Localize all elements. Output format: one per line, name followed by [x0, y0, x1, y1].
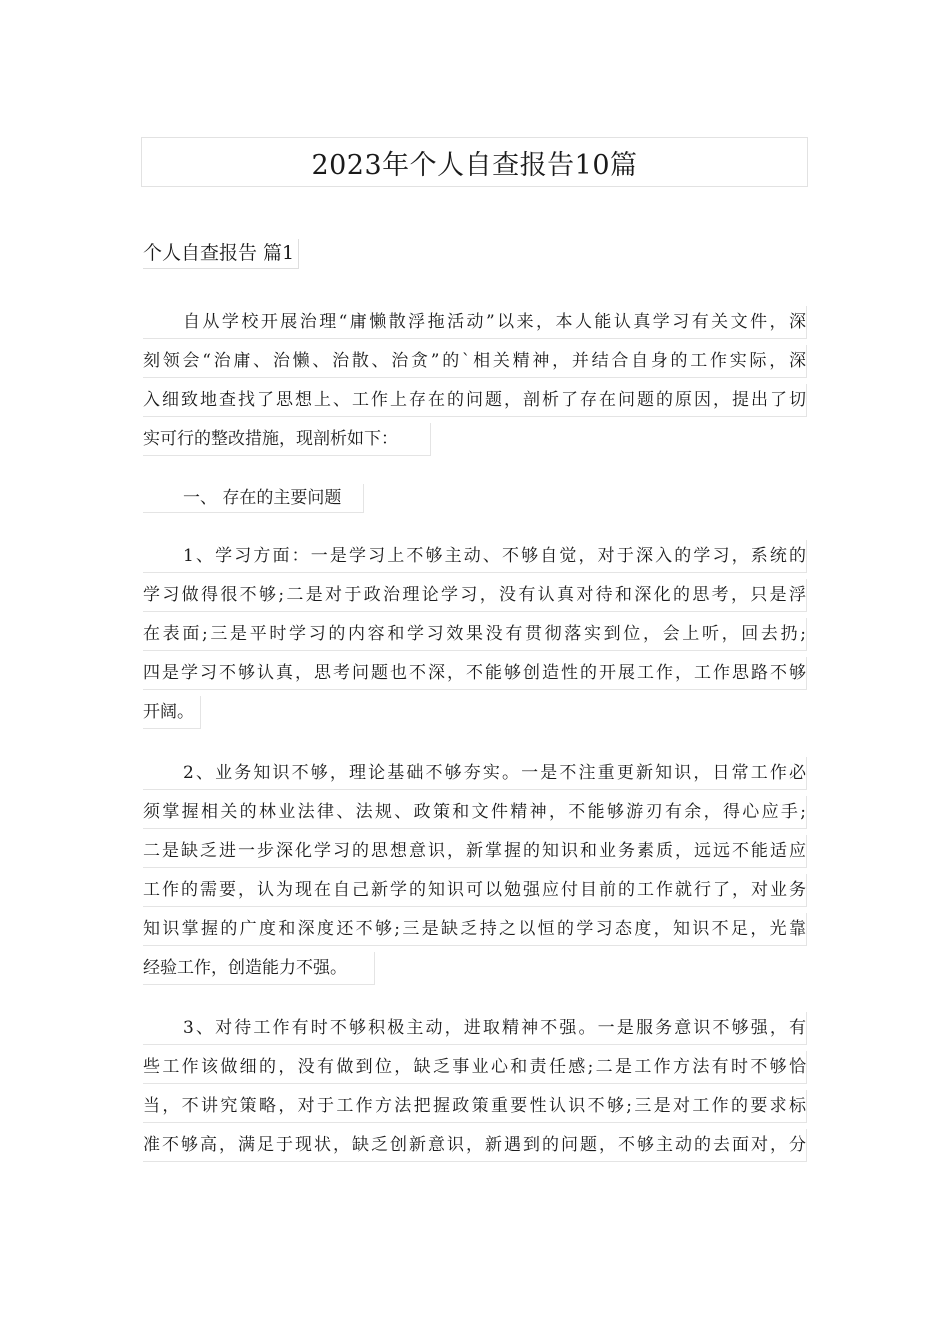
- item-1-paragraph: [143, 540, 807, 733]
- item-2-paragraph: [143, 757, 807, 989]
- section-heading: 个人自查报告 篇1: [143, 239, 299, 269]
- item-2-line: 经验工作，创造能力不强。: [143, 952, 375, 985]
- intro-line: 刻领会“治庸、治懒、治散、治贪”的`相关精神，并结合自身的工作实际，深: [143, 345, 807, 378]
- item-3-line: 当，不讲究策略，对于工作方法把握政策重要性认识不够;三是对工作的要求标: [143, 1090, 807, 1123]
- item-3-line: 3、对待工作有时不够积极主动，进取精神不强。一是服务意识不够强，有: [143, 1012, 807, 1045]
- item-1-line: 开阔。: [143, 696, 201, 729]
- item-3-line: 些工作该做细的，没有做到位，缺乏事业心和责任感;二是工作方法有时不够恰: [143, 1051, 807, 1084]
- item-2-line: 2、业务知识不够，理论基础不够夯实。一是不注重更新知识，日常工作必: [143, 757, 807, 790]
- item-1-line: 1、学习方面：一是学习上不够主动、不够自觉，对于深入的学习，系统的: [143, 540, 807, 573]
- item-2-line: 二是缺乏进一步深化学习的思想意识，新掌握的知识和业务素质，远远不能适应: [143, 835, 807, 868]
- subheading-main-problems: 一、 存在的主要问题: [143, 484, 364, 513]
- intro-line: 实可行的整改措施，现剖析如下：: [143, 423, 431, 456]
- item-2-line: 须掌握相关的林业法律、法规、政策和文件精神，不能够游刃有余，得心应手;: [143, 796, 807, 829]
- item-2-line: 工作的需要，认为现在自己新学的知识可以勉强应付目前的工作就行了，对业务: [143, 874, 807, 907]
- document-title-box: [141, 137, 808, 187]
- item-1-line: 在表面;三是平时学习的内容和学习效果没有贯彻落实到位，会上听，回去扔;: [143, 618, 807, 651]
- intro-line: 自从学校开展治理“庸懒散浮拖活动”以来，本人能认真学习有关文件，深: [143, 306, 807, 339]
- item-3-paragraph: [143, 1012, 807, 1162]
- intro-paragraph: [143, 306, 807, 460]
- item-3-line: 准不够高，满足于现状，缺乏创新意识，新遇到的问题，不够主动的去面对，分: [143, 1129, 807, 1162]
- intro-line: 入细致地查找了思想上、工作上存在的问题，剖析了存在问题的原因，提出了切: [143, 384, 807, 417]
- item-1-line: 四是学习不够认真，思考问题也不深，不能够创造性的开展工作，工作思路不够: [143, 657, 807, 690]
- item-2-line: 知识掌握的广度和深度还不够;三是缺乏持之以恒的学习态度，知识不足，光靠: [143, 913, 807, 946]
- document-title: 2023年个人自查报告10篇: [311, 149, 638, 181]
- item-1-line: 学习做得很不够;二是对于政治理论学习，没有认真对待和深化的思考，只是浮: [143, 579, 807, 612]
